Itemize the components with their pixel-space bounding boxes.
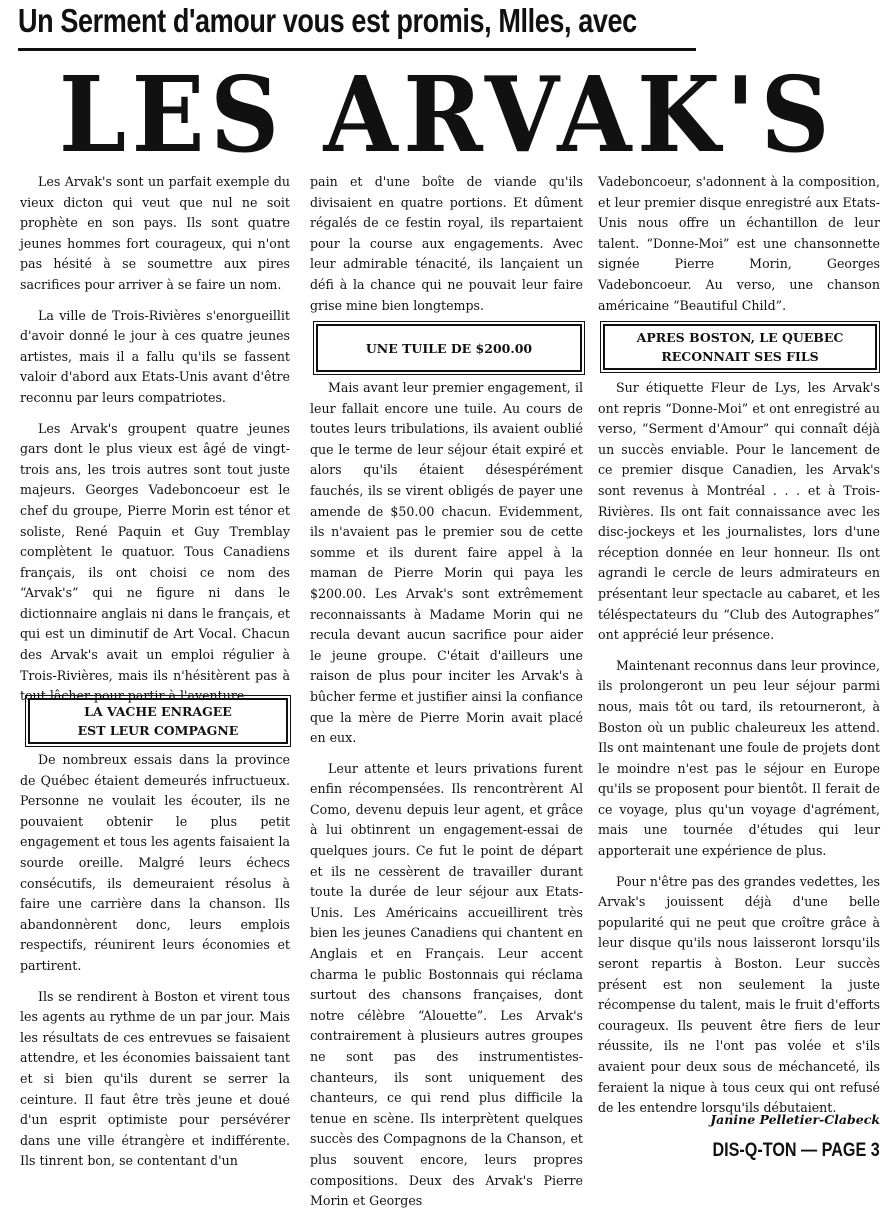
paragraph: Mais avant leur premier engagement, il leur fallait encore une tuile. Au cours de toutes leurs tribulations, ils avaient oublié que le terme de leur séjour était expiré et alors qu'ils étaient désespérément fauchés, ils se virent obligés de payer une amende de $50.00 chacun. Evidemment, ils n'avaient pas le premier sou de cette somme et ils durent faire appel à la maman de Pierre Morin qui paya les $200.00. Les Arvak's sont extrêmement reconnaissants à Madame Morin qui ne recula devant aucun sacrifice pour aider le jeune groupe. C'était d'ailleurs une raison de plus pour inciter les Arvak's à bûcher ferme et justifier ainsi la confiance que la mère de Pierre Morin avait placé en eux. xyxy=(310,380,583,746)
headline-rule xyxy=(18,48,696,51)
column-3-lower xyxy=(598,378,880,1129)
subheading-line: UNE TUILE DE $200.00 xyxy=(365,340,533,356)
paragraph: pain et d'une boîte de viande qu'ils divisaient en quatre portions. Et dûment régalés de ce festin royal, ils repartaient pour la course aux engagements. Avec leur admirable ténacité, ils lançaient un défi à la chance qui ne pouvait leur faire grise mine bien longtemps. xyxy=(310,174,583,313)
paragraph: De nombreux essais dans la province de Québec étaient demeurés infructueux. Personne ne voulait les écouter, ils ne pouvaient obtenir le plus petit engagement et tous les agents faisaient la sourde oreille. Malgré leurs échecs consécutifs, ils demeuraient résolus à faire une carrière dans la chanson. Ils abandonnèrent donc, leurs emplois respectifs, réunirent leurs économies et partirent. xyxy=(20,752,290,973)
column-1 xyxy=(20,172,290,717)
subheading-box-boston xyxy=(603,324,877,370)
paragraph: Vadeboncoeur, s'adonnent à la composition, et leur premier disque enregistré aux Etats-Unis nous offre un échantillon de leur talent. “Donne-Moi” est une chansonnette signée Pierre Morin, Georges Vadeboncoeur. Au verso, une chanson américaine “Beautiful Child”. xyxy=(598,174,880,313)
subheading-line: APRES BOSTON, LE QUEBEC xyxy=(636,330,844,345)
page-footer: DIS-Q-TON — PAGE 3 xyxy=(712,1140,880,1161)
paragraph: Sur étiquette Fleur de Lys, les Arvak's ont repris “Donne-Moi” et ont enregistré au verso, “Serment d'Amour” qui connaît déjà un succès enviable. Pour le lancement de ce premier disque Canadien, les Arvak's sont revenus à Montréal . . . et à Trois-Rivières. Ils ont fait connaissance avec les disc-jockeys et les journalistes, lors d'une réception donnée en leur honneur. Ils ont agrandi le cercle de leurs admirateurs en présentant leur spectacle au cabaret, et les téléspectateurs du “Club des Autographes” ont apprécié leur présence. xyxy=(598,380,880,643)
paragraph: La ville de Trois-Rivières s'enorgueillit d'avoir donné le jour à ces quatre jeunes artistes, mais il a fallu qu'ils se fassent valoir d'abord aux Etats-Unis avant d'être reconnu par leurs compatriotes. xyxy=(20,307,290,405)
kicker-headline: Un Serment d'amour vous est promis, Mlles, avec xyxy=(18,2,637,39)
subheading-box-tuile xyxy=(316,324,582,372)
subheading-line: EST LEUR COMPAGNE xyxy=(77,723,239,738)
article-title: LES ARVAK'S xyxy=(58,53,836,176)
paragraph: Ils se rendirent à Boston et virent tous les agents au rythme de un par jour. Mais les résultats de ces entrevues se faisaient attendre, et les économies baissaient tant et si bien qu'ils durent se serrer la ceinture. Il faut être très jeune et doué d'un esprit optimiste pour persévérer dans une ville étrangère et indifférente. Ils tinrent bon, se contentant d'un xyxy=(20,988,290,1169)
subheading-box-vache xyxy=(28,698,288,744)
column-3 xyxy=(598,172,880,326)
paragraph: Maintenant reconnus dans leur province, ils prolongeront un peu leur séjour parmi nous, mais tôt ou tard, ils retourneront, à Boston où un public chaleureux les attend. Ils ont maintenant une foule de projets dont le moindre n'est pas le séjour en Europe qu'ils se proposent pour bientôt. Il ferait de ce voyage, plus qu'un voyage d'agrément, mais une tournée d'études qui leur apporterait une expérience de plus. xyxy=(598,657,880,859)
author-signature: Janine Pelletier-Clabeck xyxy=(710,1112,880,1127)
paragraph: Les Arvak's groupent quatre jeunes gars dont le plus vieux est âgé de vingt-trois ans, les trois autres sont tout juste majeurs. Georges Vadeboncoeur est le chef du groupe, Pierre Morin est ténor et soliste, René Paquin et Guy Tremblay complètent le quatuor. Tous Canadiens français, ils ont choisi ce nom des “Arvak's” qui ne figure ni dans le dictionnaire anglais ni dans le français, et qui est un diminutif de Art Vocal. Chacun des Arvak's avait un emploi régulier à Trois-Rivières, mais ils n'hésitèrent pas à tout lâcher pour partir à l'aventure. xyxy=(20,420,290,704)
paragraph: Leur attente et leurs privations furent enfin récompensées. Ils rencontrèrent Al Como, devenu depuis leur agent, et grâce à lui obtinrent un engagement-essai de quelques jours. Ce fut le point de départ et ils ne cessèrent de travailler durant toute la durée de leur séjour aux Etats-Unis. Les Américains accueillirent très bien les jeunes Canadiens qui chantent en Anglais et en Français. Leur accent charma le public Bostonnais qui réclama surtout des chansons françaises, dont notre célèbre “Alouette”. Les Arvak's contrairement à plusieurs autres groupes ne sont pas des instrumentistes-chanteurs, ils sont uniquement des chanteurs, ce qui rend plus difficile la tenue en scène. Ils interprètent quelques succès des Compagnons de la Chanson, et plus souvent encore, leurs propres compositions. Deux des Arvak's Pierre Morin et Georges xyxy=(310,760,583,1209)
column-2 xyxy=(310,172,583,326)
subheading-line: LA VACHE ENRAGEE xyxy=(84,704,232,719)
subheading-line: RECONNAIT SES FILS xyxy=(661,349,819,364)
paragraph: Les Arvak's sont un parfait exemple du vieux dicton qui veut que nul ne soit prophète en son pays. Ils sont quatre jeunes hommes fort courageux, qui n'ont pas hésité à se soumettre aux pires sacrifices pour arriver à se faire un nom. xyxy=(20,174,290,292)
paragraph: Pour n'être pas des grandes vedettes, les Arvak's jouissent déjà d'une belle popularité qui ne peut que croître grâce à leur disque qu'ils nous laisseront lorsqu'ils seront repartis à Boston. Leur succès présent est non seulement la juste récompense du talent, mais le fruit d'efforts courageux. Ils peuvent être fiers de leur réussite, ils ne l'ont pas volée et s'ils avaient pour deux sous de méchanceté, ils feraient la nique à tous ceux qui ont refusé de les entendre lorsqu'ils débutaient. xyxy=(598,873,880,1116)
column-1-lower xyxy=(20,750,290,1182)
column-2-lower xyxy=(310,378,583,1222)
